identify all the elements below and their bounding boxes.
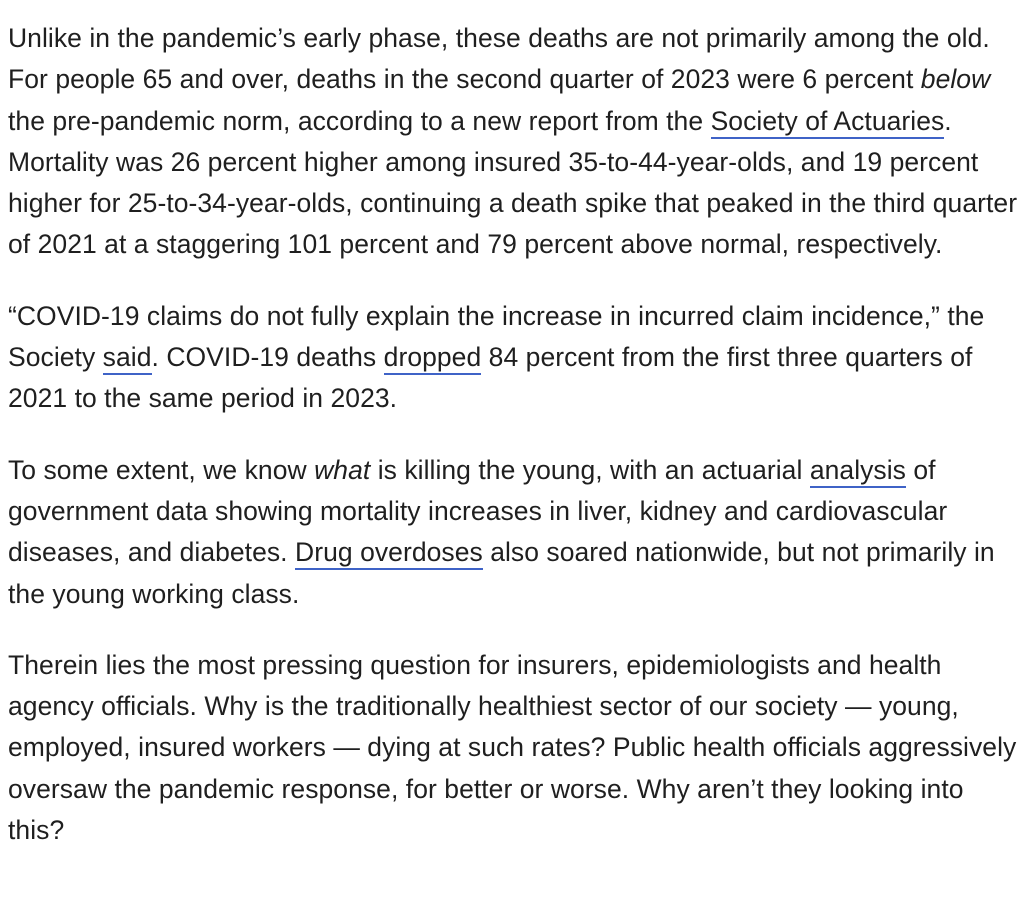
text-segment: also soared nationwide, but not primarily in the young working class. [8, 537, 995, 609]
link-dropped[interactable]: dropped [384, 342, 482, 375]
text-segment: of government data showing mortality increases in liver, kidney and cardiovascular diseases, and diabetes. [8, 454, 948, 568]
link-said[interactable]: said [103, 342, 152, 375]
link-drug-overdoses[interactable]: Drug overdoses [295, 537, 483, 570]
article-body [8, 18, 1018, 881]
paragraph-3 [8, 450, 1018, 615]
text-segment: is killing the young, with an actuarial [370, 454, 810, 485]
text-segment: Unlike in the pandemic’s early phase, these deaths are not primarily among the old. For people 65 and over, deaths in the second quarter of 2023 were 6 percent [8, 23, 990, 95]
emphasis-what: what [314, 454, 371, 485]
text-segment: the pre-pandemic norm, according to a new report from the [8, 105, 711, 136]
link-society-of-actuaries[interactable]: Society of Actuaries [711, 106, 945, 139]
text-segment: Therein lies the most pressing question for insurers, epidemiologists and health agency officials. Why is the traditionally healthiest sector of our society — young, employed, insured workers — dying at such rates? Public health officials aggressively oversaw the pandemic response, for better or worse. Why aren’t they looking into this? [8, 649, 1017, 846]
paragraph-2 [8, 296, 1018, 420]
link-analysis[interactable]: analysis [810, 455, 906, 488]
text-segment: To some extent, we know [8, 454, 315, 485]
emphasis-below: below [920, 64, 991, 95]
paragraph-1 [8, 18, 1018, 266]
text-segment: 84 percent from the first three quarters of 2021 to the same period in 2023. [8, 342, 973, 414]
paragraph-4 [8, 645, 1018, 851]
text-segment: . COVID-19 deaths [151, 342, 384, 373]
text-segment: . Mortality was 26 percent higher among insured 35-to-44-year-olds, and 19 percent higher for 25-to-34-year-olds, continuing a death spike that peaked in the third quarter of 2021 at a staggering 101 percent and 79 percent above normal, respectively. [8, 105, 1018, 260]
text-segment: “COVID-19 claims do not fully explain the increase in incurred claim incidence,” the Society [8, 300, 985, 373]
